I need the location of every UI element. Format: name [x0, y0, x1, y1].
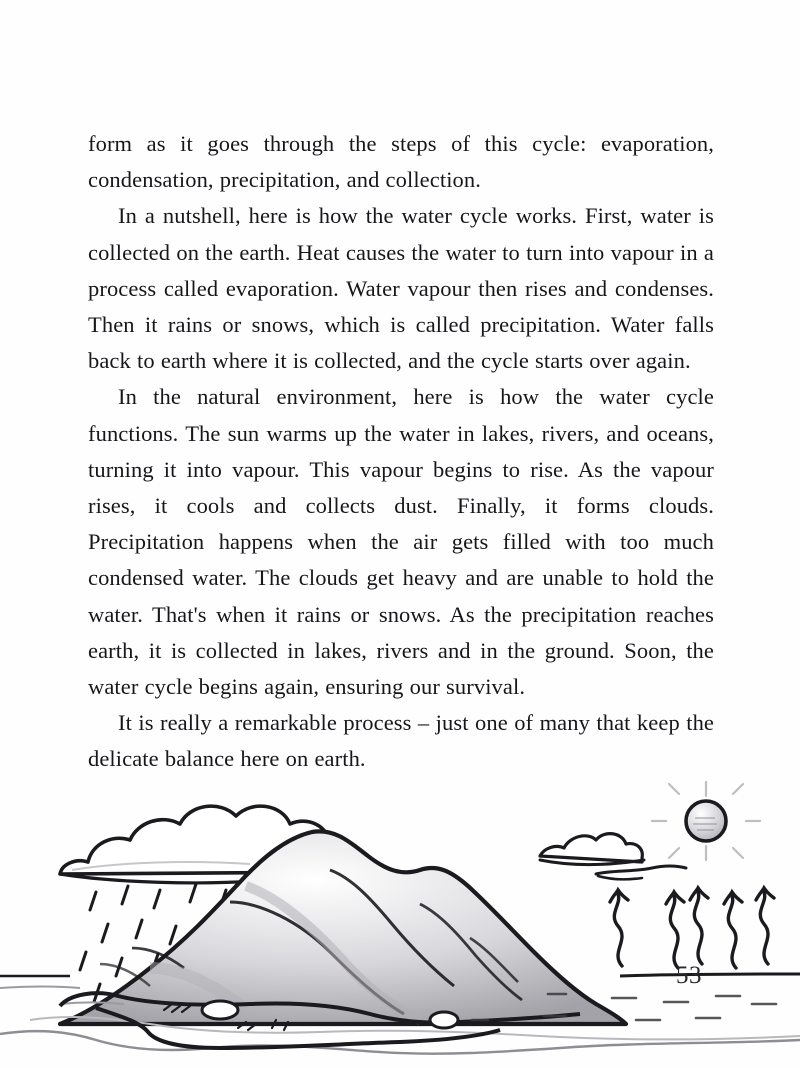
- page-number: 53: [676, 962, 702, 989]
- evaporation-arrow: [724, 892, 742, 968]
- evaporation-arrow: [666, 892, 684, 968]
- paragraph-1: form as it goes through the steps of this cycle: evaporation, condensation, precipitation, and collection.: [88, 131, 714, 193]
- evaporation-arrows: [610, 888, 774, 968]
- water-cycle-illustration: [0, 752, 800, 1068]
- shore-rock: [202, 1001, 238, 1019]
- sun-disc: [686, 801, 726, 841]
- page-text-body: [88, 126, 714, 778]
- evaporation-arrow: [610, 890, 628, 966]
- paragraph-2: In a nutshell, here is how the water cycle works. First, water is collected on the earth. Heat causes the water to turn into vapour in a process called evaporation. Water vapour then rises and condenses. Then it rains or snows, which is called precipitation. Water falls back to earth where it is collected, and the cycle starts over again.: [88, 203, 714, 374]
- evaporation-arrow: [756, 888, 774, 964]
- sun-icon: [652, 782, 760, 860]
- paragraph-4: It is really a remarkable process – just one of many that keep the delicate balance here on earth.: [88, 710, 714, 772]
- evaporation-arrow: [690, 888, 708, 964]
- paragraph-3: In the natural environment, here is how the water cycle functions. The sun warms up the water in lakes, rivers, and oceans, turning it into vapour. This vapour begins to rise. As the vapour rises, it cools and collects dust. Finally, it forms clouds. Precipitation happens when the air gets filled with too much condensed water. The clouds get heavy and are unable to hold the water. That's when it rains or snows. As the precipitation reaches earth, it is collected in lakes, rivers and in the ground. Soon, the water cycle begins again, ensuring our survival.: [88, 384, 714, 700]
- water-pebble: [430, 1012, 458, 1028]
- small-cloud-icon: [540, 834, 686, 880]
